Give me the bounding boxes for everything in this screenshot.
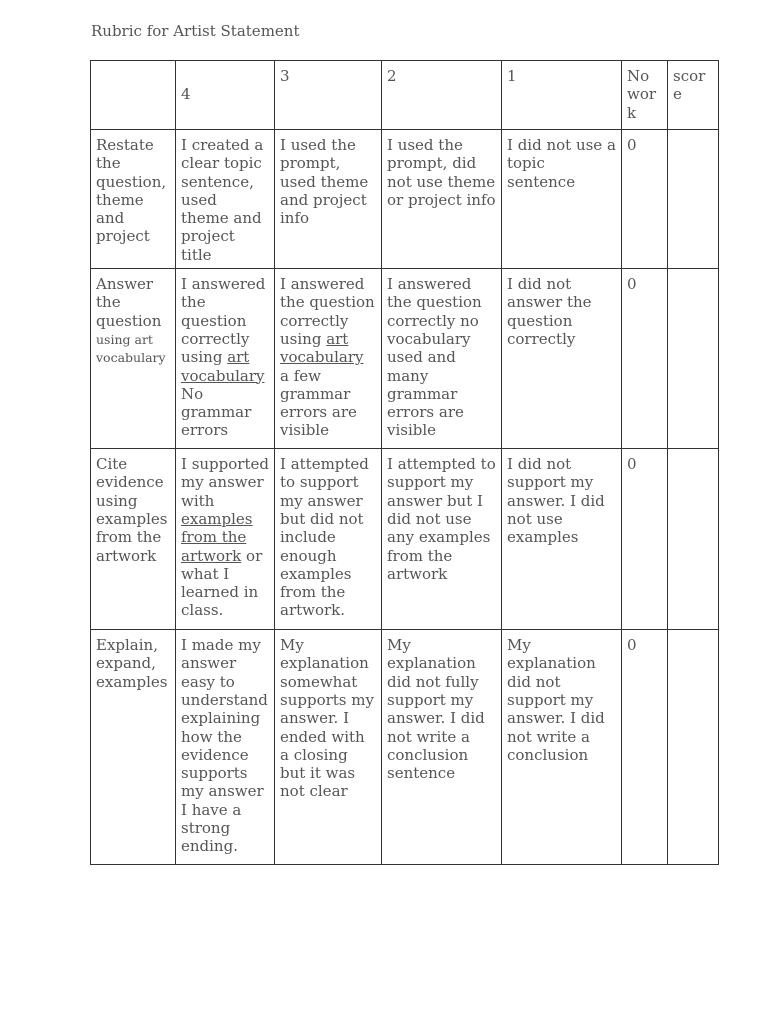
criterion-text: Answer the question (96, 275, 162, 330)
no-work-cell: 0 (622, 630, 668, 865)
criterion-cell (91, 449, 176, 630)
header-criteria (91, 61, 176, 130)
level-3-cell: I attempted to support my answer but did not include enough examples from the artwork. (275, 449, 382, 630)
score-cell[interactable] (668, 269, 719, 449)
level-4-cell (176, 449, 275, 630)
no-work-cell: 0 (622, 449, 668, 630)
rubric-row (91, 449, 719, 630)
rubric-row (91, 269, 719, 449)
level-text: or what I learned in class. (181, 546, 263, 620)
score-cell[interactable] (668, 130, 719, 269)
level-3-cell (275, 269, 382, 449)
document-title: Rubric for Artist Statement (91, 22, 300, 40)
rubric-table (90, 60, 719, 865)
header-no-work: No work (622, 61, 668, 130)
level-3-cell: I used the prompt, used theme and project info (275, 130, 382, 269)
header-score-2: 2 (382, 61, 502, 130)
header-row (91, 61, 719, 130)
level-1-cell: My explanation did not support my answer. I did not write a conclusion (502, 630, 622, 865)
level-1-cell: I did not answer the question correctly (502, 269, 622, 449)
criterion-cell (91, 269, 176, 449)
criterion-text: Cite evidence using examples from the artwork (96, 455, 168, 565)
rubric-row (91, 630, 719, 865)
level-2-cell: I used the prompt, did not use theme or project info (382, 130, 502, 269)
level-1-cell: I did not use a topic sentence (502, 130, 622, 269)
level-4-cell: I made my answer easy to understand explaining how the evidence supports my answer I have a strong ending. (176, 630, 275, 865)
level-2-cell: I attempted to support my answer but I did not use any examples from the artwork (382, 449, 502, 630)
criterion-cell (91, 130, 176, 269)
header-score-1: 1 (502, 61, 622, 130)
level-1-cell: I did not support my answer. I did not use examples (502, 449, 622, 630)
level-text: I answered the question correctly using (181, 275, 266, 367)
criterion-text: Explain, expand, examples (96, 636, 168, 691)
level-text: a few grammar errors are visible (280, 366, 357, 440)
level-underlined-text: art vocabulary (280, 329, 364, 367)
header-score-4: 4 (176, 61, 275, 130)
rubric-row (91, 130, 719, 269)
level-text: No grammar errors (181, 384, 252, 440)
header-score-3: 3 (275, 61, 382, 130)
criterion-cell (91, 630, 176, 865)
no-work-cell: 0 (622, 269, 668, 449)
criterion-subtext: using art vocabulary (96, 331, 166, 366)
score-cell[interactable] (668, 449, 719, 630)
level-2-cell: My explanation did not fully support my answer. I did not write a conclusion sentence (382, 630, 502, 865)
level-4-cell (176, 269, 275, 449)
level-text: I answered the question correctly using (280, 275, 375, 348)
score-cell[interactable] (668, 630, 719, 865)
level-underlined-text: examples from the artwork (181, 509, 253, 565)
level-3-cell: My explanation somewhat supports my answer. I ended with a closing but it was not clear (275, 630, 382, 865)
no-work-cell: 0 (622, 130, 668, 269)
criterion-text: Restate the question, theme and project (96, 136, 167, 246)
level-text: I supported my answer with (181, 455, 269, 510)
header-score: score (668, 61, 719, 130)
level-4-cell: I created a clear topic sentence, used theme and project title (176, 130, 275, 269)
level-2-cell: I answered the question correctly no vocabulary used and many grammar errors are visible (382, 269, 502, 449)
level-underlined-text: art vocabulary (181, 348, 265, 385)
